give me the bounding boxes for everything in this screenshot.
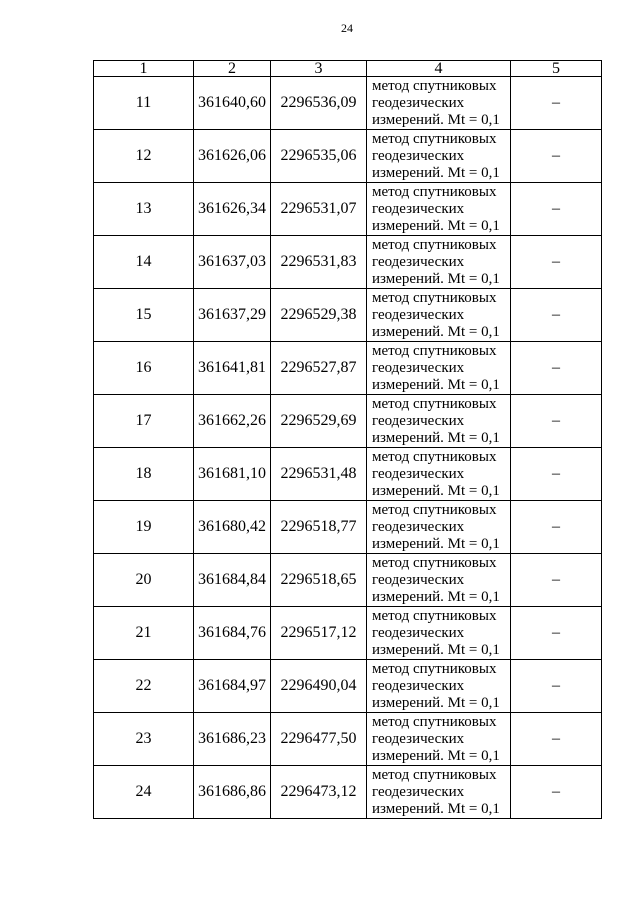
method-line: метод спутниковых [372, 607, 497, 624]
y-coordinate-cell: 2296490,04 [271, 660, 367, 713]
note-cell: – [511, 289, 602, 342]
y-coordinate-cell: 2296518,77 [271, 501, 367, 554]
table-row [94, 342, 602, 395]
point-number-cell: 18 [94, 448, 194, 501]
table-body [94, 77, 602, 819]
point-number-cell: 17 [94, 395, 194, 448]
method-line: метод спутниковых [372, 289, 497, 306]
method-line: измерений. Mt = 0,1 [372, 535, 500, 552]
method-line: геодезических [372, 253, 465, 270]
point-number-cell: 21 [94, 607, 194, 660]
note-cell: – [511, 660, 602, 713]
table-row [94, 660, 602, 713]
method-line: измерений. Mt = 0,1 [372, 429, 500, 446]
method-cell [367, 77, 511, 130]
method-line: метод спутниковых [372, 766, 497, 783]
method-cell [367, 130, 511, 183]
method-line: геодезических [372, 677, 465, 694]
y-coordinate-cell: 2296518,65 [271, 554, 367, 607]
note-cell: – [511, 501, 602, 554]
note-cell: – [511, 342, 602, 395]
method-line: метод спутниковых [372, 183, 497, 200]
method-line: геодезических [372, 624, 465, 641]
note-cell: – [511, 554, 602, 607]
table-row [94, 236, 602, 289]
method-cell [367, 342, 511, 395]
x-coordinate-cell: 361637,29 [194, 289, 271, 342]
table-header [94, 61, 602, 77]
table-row [94, 607, 602, 660]
y-coordinate-cell: 2296531,48 [271, 448, 367, 501]
table-row [94, 395, 602, 448]
point-number-cell: 12 [94, 130, 194, 183]
method-line: измерений. Mt = 0,1 [372, 588, 500, 605]
y-coordinate-cell: 2296535,06 [271, 130, 367, 183]
method-line: измерений. Mt = 0,1 [372, 694, 500, 711]
method-line: метод спутниковых [372, 77, 497, 94]
x-coordinate-cell: 361684,84 [194, 554, 271, 607]
y-coordinate-cell: 2296529,69 [271, 395, 367, 448]
table-row [94, 554, 602, 607]
method-line: геодезических [372, 730, 465, 747]
note-cell: – [511, 766, 602, 819]
page-number: 24 [341, 21, 353, 35]
method-cell [367, 501, 511, 554]
table-row [94, 501, 602, 554]
note-cell: – [511, 395, 602, 448]
x-coordinate-cell: 361626,34 [194, 183, 271, 236]
coordinates-table [93, 60, 602, 819]
x-coordinate-cell: 361686,86 [194, 766, 271, 819]
method-cell [367, 395, 511, 448]
method-cell [367, 289, 511, 342]
note-cell: – [511, 130, 602, 183]
x-coordinate-cell: 361684,97 [194, 660, 271, 713]
y-coordinate-cell: 2296529,38 [271, 289, 367, 342]
method-cell [367, 183, 511, 236]
method-line: геодезических [372, 571, 465, 588]
method-cell [367, 554, 511, 607]
note-cell: – [511, 77, 602, 130]
method-cell [367, 713, 511, 766]
table-row [94, 183, 602, 236]
point-number-cell: 22 [94, 660, 194, 713]
y-coordinate-cell: 2296536,09 [271, 77, 367, 130]
note-cell: – [511, 183, 602, 236]
note-cell: – [511, 713, 602, 766]
method-line: геодезических [372, 783, 465, 800]
column-header: 2 [194, 61, 271, 77]
method-line: метод спутниковых [372, 448, 497, 465]
method-line: измерений. Mt = 0,1 [372, 641, 500, 658]
method-cell [367, 660, 511, 713]
method-line: геодезических [372, 412, 465, 429]
point-number-cell: 19 [94, 501, 194, 554]
method-line: метод спутниковых [372, 342, 497, 359]
method-line: метод спутниковых [372, 501, 497, 518]
x-coordinate-cell: 361686,23 [194, 713, 271, 766]
method-line: измерений. Mt = 0,1 [372, 482, 500, 499]
x-coordinate-cell: 361662,26 [194, 395, 271, 448]
x-coordinate-cell: 361681,10 [194, 448, 271, 501]
method-cell [367, 448, 511, 501]
point-number-cell: 16 [94, 342, 194, 395]
column-header: 3 [271, 61, 367, 77]
method-line: геодезических [372, 306, 465, 323]
y-coordinate-cell: 2296477,50 [271, 713, 367, 766]
method-line: метод спутниковых [372, 130, 497, 147]
method-line: метод спутниковых [372, 660, 497, 677]
x-coordinate-cell: 361637,03 [194, 236, 271, 289]
x-coordinate-cell: 361684,76 [194, 607, 271, 660]
column-header: 5 [511, 61, 602, 77]
method-cell [367, 236, 511, 289]
point-number-cell: 14 [94, 236, 194, 289]
method-line: измерений. Mt = 0,1 [372, 270, 500, 287]
method-line: геодезических [372, 465, 465, 482]
method-line: измерений. Mt = 0,1 [372, 376, 500, 393]
x-coordinate-cell: 361641,81 [194, 342, 271, 395]
y-coordinate-cell: 2296531,07 [271, 183, 367, 236]
method-line: измерений. Mt = 0,1 [372, 111, 500, 128]
method-line: геодезических [372, 518, 465, 535]
method-line: метод спутниковых [372, 713, 497, 730]
method-line: измерений. Mt = 0,1 [372, 747, 500, 764]
x-coordinate-cell: 361680,42 [194, 501, 271, 554]
method-line: измерений. Mt = 0,1 [372, 800, 500, 817]
point-number-cell: 20 [94, 554, 194, 607]
table-row [94, 713, 602, 766]
y-coordinate-cell: 2296517,12 [271, 607, 367, 660]
note-cell: – [511, 607, 602, 660]
table-row [94, 289, 602, 342]
table-row [94, 130, 602, 183]
point-number-cell: 11 [94, 77, 194, 130]
method-line: геодезических [372, 200, 465, 217]
column-header: 4 [367, 61, 511, 77]
method-cell [367, 766, 511, 819]
method-line: измерений. Mt = 0,1 [372, 217, 500, 234]
method-line: метод спутниковых [372, 236, 497, 253]
note-cell: – [511, 236, 602, 289]
point-number-cell: 13 [94, 183, 194, 236]
method-line: метод спутниковых [372, 554, 497, 571]
point-number-cell: 23 [94, 713, 194, 766]
y-coordinate-cell: 2296531,83 [271, 236, 367, 289]
table-row [94, 766, 602, 819]
method-line: измерений. Mt = 0,1 [372, 323, 500, 340]
table-row [94, 77, 602, 130]
method-line: измерений. Mt = 0,1 [372, 164, 500, 181]
method-line: геодезических [372, 147, 465, 164]
point-number-cell: 24 [94, 766, 194, 819]
method-cell [367, 607, 511, 660]
point-number-cell: 15 [94, 289, 194, 342]
x-coordinate-cell: 361626,06 [194, 130, 271, 183]
note-cell: – [511, 448, 602, 501]
method-line: геодезических [372, 94, 465, 111]
method-line: геодезических [372, 359, 465, 376]
y-coordinate-cell: 2296527,87 [271, 342, 367, 395]
x-coordinate-cell: 361640,60 [194, 77, 271, 130]
column-header: 1 [94, 61, 194, 77]
y-coordinate-cell: 2296473,12 [271, 766, 367, 819]
table-row [94, 448, 602, 501]
header-row [94, 61, 602, 77]
method-line: метод спутниковых [372, 395, 497, 412]
